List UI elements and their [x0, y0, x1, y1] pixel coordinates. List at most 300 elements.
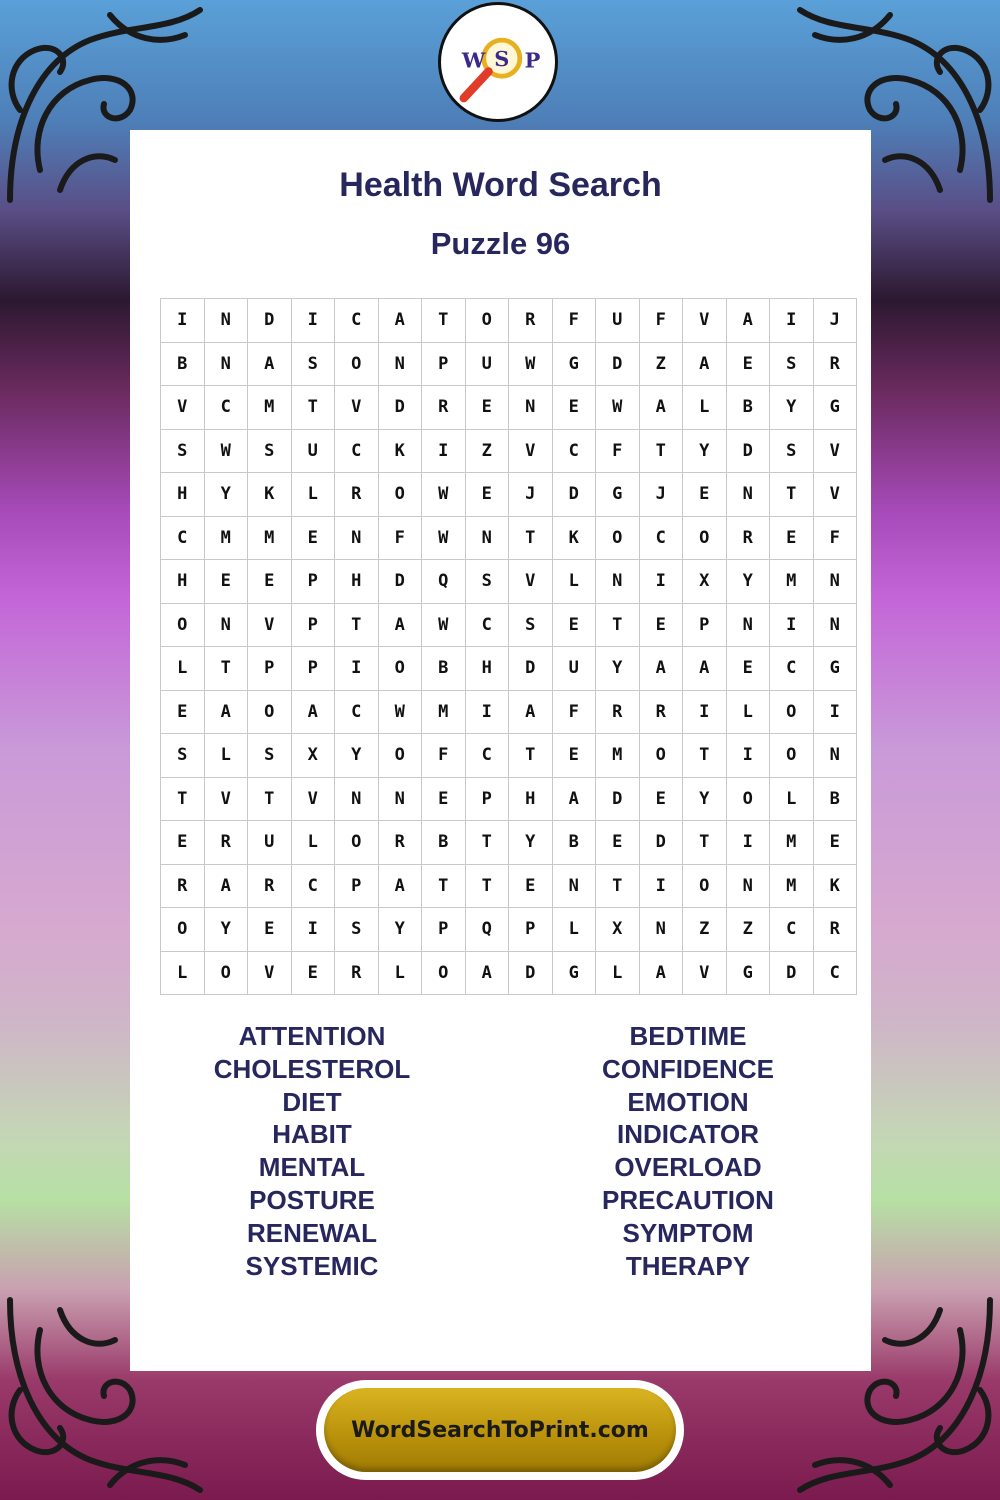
grid-cell[interactable]: E — [465, 473, 509, 517]
grid-cell[interactable]: F — [552, 690, 596, 734]
word-list-item: CHOLESTEROL — [213, 1053, 411, 1084]
grid-cell[interactable]: B — [161, 342, 205, 386]
grid-cell[interactable]: O — [335, 821, 379, 865]
grid-cell[interactable]: O — [204, 951, 248, 995]
grid-cell[interactable]: T — [509, 734, 553, 778]
grid-cell[interactable]: I — [161, 299, 205, 343]
grid-cell[interactable]: I — [726, 821, 770, 865]
word-list-item: SYSTEMIC — [245, 1250, 379, 1281]
word-list-right — [538, 1020, 838, 1282]
grid-cell[interactable]: T — [161, 777, 205, 821]
grid-cell[interactable]: I — [770, 299, 814, 343]
grid-cell[interactable]: O — [378, 473, 422, 517]
grid-cell[interactable]: M — [204, 516, 248, 560]
grid-cell[interactable]: C — [813, 951, 857, 995]
grid-cell[interactable]: A — [204, 690, 248, 734]
grid-cell[interactable]: V — [204, 777, 248, 821]
grid-cell[interactable]: U — [248, 821, 292, 865]
grid-cell[interactable]: V — [683, 299, 727, 343]
grid-cell[interactable]: K — [552, 516, 596, 560]
grid-cell[interactable]: R — [422, 386, 466, 430]
grid-cell[interactable]: N — [813, 734, 857, 778]
grid-cell[interactable]: A — [378, 603, 422, 647]
grid-cell[interactable]: J — [639, 473, 683, 517]
grid-cell[interactable]: A — [248, 342, 292, 386]
grid-cell[interactable]: D — [509, 951, 553, 995]
grid-cell[interactable]: F — [813, 516, 857, 560]
grid-cell[interactable]: A — [639, 386, 683, 430]
grid-row — [161, 777, 857, 821]
grid-cell[interactable]: H — [161, 560, 205, 604]
grid-cell[interactable]: S — [291, 342, 335, 386]
grid-cell[interactable]: E — [639, 777, 683, 821]
grid-cell[interactable]: M — [770, 560, 814, 604]
grid-cell[interactable]: C — [161, 516, 205, 560]
grid-cell[interactable]: Y — [770, 386, 814, 430]
grid-cell[interactable]: T — [291, 386, 335, 430]
grid-cell[interactable]: U — [552, 647, 596, 691]
grid-cell[interactable]: V — [161, 386, 205, 430]
grid-cell[interactable]: L — [726, 690, 770, 734]
grid-cell[interactable]: C — [335, 429, 379, 473]
grid-cell[interactable]: C — [639, 516, 683, 560]
grid-cell[interactable]: P — [335, 864, 379, 908]
grid-cell[interactable]: D — [596, 777, 640, 821]
word-list-item: THERAPY — [625, 1250, 751, 1281]
grid-cell[interactable]: W — [422, 473, 466, 517]
grid-cell[interactable]: N — [726, 473, 770, 517]
grid-cell[interactable]: C — [465, 734, 509, 778]
grid-cell[interactable]: T — [683, 734, 727, 778]
grid-cell[interactable]: A — [639, 951, 683, 995]
grid-cell[interactable]: E — [161, 821, 205, 865]
grid-cell[interactable]: E — [813, 821, 857, 865]
grid-cell[interactable]: N — [813, 603, 857, 647]
grid-cell[interactable]: E — [422, 777, 466, 821]
grid-cell[interactable]: G — [813, 647, 857, 691]
grid-cell[interactable]: P — [683, 603, 727, 647]
word-list-item: POSTURE — [249, 1184, 375, 1215]
grid-cell[interactable]: S — [465, 560, 509, 604]
grid-cell[interactable]: L — [291, 473, 335, 517]
grid-cell[interactable]: H — [335, 560, 379, 604]
page-title: Health Word Search — [339, 166, 662, 204]
grid-cell[interactable]: E — [596, 821, 640, 865]
grid-cell[interactable]: P — [291, 647, 335, 691]
footer-badge — [316, 1380, 684, 1480]
grid-cell[interactable]: K — [248, 473, 292, 517]
grid-cell[interactable]: V — [509, 560, 553, 604]
grid-cell[interactable]: R — [639, 690, 683, 734]
grid-cell[interactable]: A — [291, 690, 335, 734]
grid-cell[interactable]: T — [248, 777, 292, 821]
grid-cell[interactable]: G — [552, 951, 596, 995]
grid-cell[interactable]: L — [204, 734, 248, 778]
grid-cell[interactable]: I — [639, 560, 683, 604]
grid-cell[interactable]: P — [291, 560, 335, 604]
grid-cell[interactable]: V — [813, 429, 857, 473]
grid-cell[interactable]: O — [465, 299, 509, 343]
grid-cell[interactable]: Z — [465, 429, 509, 473]
grid-cell[interactable]: O — [726, 777, 770, 821]
grid-cell[interactable]: T — [639, 429, 683, 473]
grid-cell[interactable]: N — [335, 777, 379, 821]
grid-cell[interactable]: R — [335, 473, 379, 517]
grid-cell[interactable]: N — [378, 342, 422, 386]
grid-cell[interactable]: R — [378, 821, 422, 865]
grid-cell[interactable]: E — [248, 908, 292, 952]
grid-cell[interactable]: A — [683, 647, 727, 691]
grid-cell[interactable]: D — [248, 299, 292, 343]
grid-cell[interactable]: Y — [509, 821, 553, 865]
grid-cell[interactable]: D — [378, 560, 422, 604]
grid-cell[interactable]: T — [683, 821, 727, 865]
grid-cell[interactable]: A — [726, 299, 770, 343]
word-list-item: HABIT — [272, 1119, 352, 1150]
grid-cell[interactable]: N — [552, 864, 596, 908]
word-list-item: CONFIDENCE — [602, 1053, 774, 1084]
grid-row — [161, 908, 857, 952]
grid-cell[interactable]: N — [596, 560, 640, 604]
grid-cell[interactable]: A — [552, 777, 596, 821]
word-list-item: OVERLOAD — [614, 1152, 762, 1183]
grid-row — [161, 342, 857, 386]
grid-cell[interactable]: O — [683, 864, 727, 908]
grid-cell[interactable]: O — [378, 734, 422, 778]
grid-cell[interactable]: N — [204, 603, 248, 647]
grid-cell[interactable]: M — [248, 516, 292, 560]
grid-cell[interactable]: O — [683, 516, 727, 560]
grid-cell[interactable]: E — [726, 342, 770, 386]
grid-cell[interactable]: W — [378, 690, 422, 734]
grid-cell[interactable]: O — [335, 342, 379, 386]
word-list-item: EMOTION — [627, 1086, 749, 1117]
grid-cell[interactable]: A — [639, 647, 683, 691]
grid-cell[interactable]: P — [422, 342, 466, 386]
word-list-item: PRECAUTION — [602, 1184, 774, 1215]
logo-letter-w: W — [461, 47, 486, 73]
grid-cell[interactable]: A — [465, 951, 509, 995]
grid-cell[interactable]: G — [813, 386, 857, 430]
grid-cell[interactable]: E — [291, 516, 335, 560]
grid-cell[interactable]: D — [726, 429, 770, 473]
grid-cell[interactable]: F — [552, 299, 596, 343]
grid-cell[interactable]: K — [813, 864, 857, 908]
grid-cell[interactable]: A — [378, 864, 422, 908]
grid-cell[interactable]: B — [726, 386, 770, 430]
grid-cell[interactable]: T — [422, 299, 466, 343]
grid-cell[interactable]: W — [596, 386, 640, 430]
grid-cell[interactable]: S — [161, 429, 205, 473]
grid-cell[interactable]: Z — [639, 342, 683, 386]
grid-cell[interactable]: S — [770, 342, 814, 386]
grid-cell[interactable]: W — [204, 429, 248, 473]
grid-cell[interactable]: B — [422, 821, 466, 865]
grid-cell[interactable]: O — [422, 951, 466, 995]
grid-cell[interactable]: C — [552, 429, 596, 473]
grid-cell[interactable]: Q — [422, 560, 466, 604]
grid-cell[interactable]: C — [770, 908, 814, 952]
grid-cell[interactable]: T — [596, 603, 640, 647]
word-list-item: ATTENTION — [238, 1021, 386, 1051]
grid-cell[interactable]: P — [422, 908, 466, 952]
grid-cell[interactable]: E — [465, 386, 509, 430]
grid-cell[interactable]: Q — [465, 908, 509, 952]
magnifier-logo-icon — [441, 5, 555, 119]
grid-cell[interactable]: P — [465, 777, 509, 821]
grid-row — [161, 951, 857, 995]
grid-cell[interactable]: F — [378, 516, 422, 560]
grid-row — [161, 603, 857, 647]
grid-cell[interactable]: I — [726, 734, 770, 778]
grid-cell[interactable]: W — [509, 342, 553, 386]
grid-cell[interactable]: L — [596, 951, 640, 995]
grid-cell[interactable]: L — [161, 647, 205, 691]
grid-row — [161, 821, 857, 865]
grid-cell[interactable]: E — [248, 560, 292, 604]
grid-cell[interactable]: F — [422, 734, 466, 778]
grid-cell[interactable]: R — [813, 908, 857, 952]
grid-cell[interactable]: H — [465, 647, 509, 691]
grid-cell[interactable]: I — [639, 864, 683, 908]
grid-cell[interactable]: D — [770, 951, 814, 995]
grid-cell[interactable]: B — [422, 647, 466, 691]
puzzle-panel — [130, 130, 871, 1371]
letter-grid — [160, 298, 857, 995]
grid-cell[interactable]: V — [683, 951, 727, 995]
grid-cell[interactable]: E — [161, 690, 205, 734]
grid-cell[interactable]: V — [813, 473, 857, 517]
grid-cell[interactable]: L — [770, 777, 814, 821]
grid-cell[interactable]: A — [683, 342, 727, 386]
grid-cell[interactable]: L — [378, 951, 422, 995]
grid-cell[interactable]: E — [204, 560, 248, 604]
grid-cell[interactable]: V — [248, 603, 292, 647]
grid-cell[interactable]: T — [422, 864, 466, 908]
grid-cell[interactable]: D — [596, 342, 640, 386]
grid-cell[interactable]: U — [596, 299, 640, 343]
grid-row — [161, 647, 857, 691]
grid-cell[interactable]: W — [422, 603, 466, 647]
grid-cell[interactable]: R — [596, 690, 640, 734]
grid-cell[interactable]: H — [509, 777, 553, 821]
word-list-item: BEDTIME — [629, 1021, 747, 1051]
grid-cell[interactable]: N — [509, 386, 553, 430]
grid-cell[interactable]: S — [770, 429, 814, 473]
grid-cell[interactable]: C — [770, 647, 814, 691]
grid-cell[interactable]: S — [161, 734, 205, 778]
grid-cell[interactable]: N — [335, 516, 379, 560]
grid-cell[interactable]: J — [813, 299, 857, 343]
grid-cell[interactable]: A — [204, 864, 248, 908]
grid-cell[interactable]: R — [726, 516, 770, 560]
grid-cell[interactable]: I — [422, 429, 466, 473]
grid-cell[interactable]: E — [726, 647, 770, 691]
grid-cell[interactable]: O — [596, 516, 640, 560]
grid-cell[interactable]: O — [770, 690, 814, 734]
grid-cell[interactable]: C — [291, 864, 335, 908]
grid-cell[interactable]: N — [204, 299, 248, 343]
grid-row — [161, 864, 857, 908]
grid-cell[interactable]: A — [378, 299, 422, 343]
grid-cell[interactable]: W — [422, 516, 466, 560]
grid-cell[interactable]: C — [465, 603, 509, 647]
grid-row — [161, 734, 857, 778]
grid-cell[interactable]: Z — [683, 908, 727, 952]
grid-cell[interactable]: V — [509, 429, 553, 473]
grid-cell[interactable]: Y — [335, 734, 379, 778]
word-list-item: MENTAL — [258, 1152, 366, 1183]
grid-cell[interactable]: D — [378, 386, 422, 430]
grid-cell[interactable]: G — [726, 951, 770, 995]
grid-cell[interactable]: O — [161, 908, 205, 952]
grid-cell[interactable]: Y — [596, 647, 640, 691]
grid-cell[interactable]: B — [813, 777, 857, 821]
grid-cell[interactable]: J — [509, 473, 553, 517]
site-logo[interactable] — [438, 2, 558, 122]
grid-cell[interactable]: S — [248, 429, 292, 473]
grid-cell[interactable]: C — [335, 299, 379, 343]
grid-cell[interactable]: F — [639, 299, 683, 343]
grid-cell[interactable]: K — [378, 429, 422, 473]
grid-cell[interactable]: T — [465, 864, 509, 908]
grid-cell[interactable]: L — [291, 821, 335, 865]
grid-cell[interactable]: E — [552, 603, 596, 647]
grid-cell[interactable]: E — [639, 603, 683, 647]
word-list-item: SYMPTOM — [622, 1217, 754, 1248]
grid-cell[interactable]: I — [335, 647, 379, 691]
grid-cell[interactable]: D — [552, 473, 596, 517]
grid-cell[interactable]: X — [596, 908, 640, 952]
grid-cell[interactable]: R — [248, 864, 292, 908]
grid-cell[interactable]: A — [509, 690, 553, 734]
grid-cell[interactable]: Z — [726, 908, 770, 952]
grid-cell[interactable]: R — [335, 951, 379, 995]
grid-cell[interactable]: E — [552, 386, 596, 430]
website-link-button[interactable] — [324, 1388, 676, 1472]
grid-cell[interactable]: L — [683, 386, 727, 430]
grid-cell[interactable]: X — [291, 734, 335, 778]
grid-cell[interactable]: L — [552, 560, 596, 604]
grid-cell[interactable]: L — [161, 951, 205, 995]
grid-cell[interactable]: B — [552, 821, 596, 865]
grid-cell[interactable]: I — [683, 690, 727, 734]
grid-cell[interactable]: O — [248, 690, 292, 734]
grid-cell[interactable]: Y — [683, 429, 727, 473]
grid-row — [161, 516, 857, 560]
grid-cell[interactable]: Y — [204, 908, 248, 952]
grid-cell[interactable]: O — [378, 647, 422, 691]
grid-cell[interactable]: G — [596, 473, 640, 517]
grid-cell[interactable]: E — [683, 473, 727, 517]
grid-cell[interactable]: E — [291, 951, 335, 995]
grid-cell[interactable]: I — [465, 690, 509, 734]
grid-cell[interactable]: S — [248, 734, 292, 778]
grid-cell[interactable]: P — [291, 603, 335, 647]
grid-cell[interactable]: T — [770, 473, 814, 517]
grid-cell[interactable]: N — [204, 342, 248, 386]
grid-cell[interactable]: I — [291, 908, 335, 952]
grid-row — [161, 299, 857, 343]
grid-cell[interactable]: N — [813, 560, 857, 604]
grid-row — [161, 473, 857, 517]
grid-cell[interactable]: I — [813, 690, 857, 734]
grid-cell[interactable]: T — [335, 603, 379, 647]
grid-cell[interactable]: G — [552, 342, 596, 386]
grid-cell[interactable]: T — [465, 821, 509, 865]
grid-cell[interactable]: M — [596, 734, 640, 778]
grid-cell[interactable]: V — [335, 386, 379, 430]
logo-letter-p: P — [524, 47, 541, 73]
grid-cell[interactable]: F — [596, 429, 640, 473]
grid-row — [161, 429, 857, 473]
grid-cell[interactable]: Y — [378, 908, 422, 952]
website-link-text: WordSearchToPrint.com — [351, 1417, 649, 1443]
logo-letter-s: S — [494, 45, 510, 71]
grid-cell[interactable]: T — [596, 864, 640, 908]
grid-row — [161, 560, 857, 604]
grid-cell[interactable]: P — [509, 908, 553, 952]
grid-cell[interactable]: M — [248, 386, 292, 430]
word-list-item: RENEWAL — [247, 1217, 377, 1248]
grid-cell[interactable]: N — [726, 603, 770, 647]
grid-cell[interactable]: L — [552, 908, 596, 952]
grid-cell[interactable]: R — [161, 864, 205, 908]
grid-cell[interactable]: O — [161, 603, 205, 647]
grid-cell[interactable]: E — [552, 734, 596, 778]
grid-cell[interactable]: V — [248, 951, 292, 995]
grid-cell[interactable]: D — [509, 647, 553, 691]
grid-cell[interactable]: O — [639, 734, 683, 778]
grid-cell[interactable]: S — [509, 603, 553, 647]
grid-cell[interactable]: R — [204, 821, 248, 865]
grid-cell[interactable]: T — [204, 647, 248, 691]
grid-cell[interactable]: Y — [204, 473, 248, 517]
grid-cell[interactable]: E — [509, 864, 553, 908]
grid-cell[interactable]: R — [509, 299, 553, 343]
grid-cell[interactable]: S — [335, 908, 379, 952]
puzzle-subtitle: Puzzle 96 — [430, 226, 571, 261]
grid-cell[interactable]: U — [465, 342, 509, 386]
grid-cell[interactable]: U — [291, 429, 335, 473]
grid-cell[interactable]: O — [770, 734, 814, 778]
grid-cell[interactable]: N — [378, 777, 422, 821]
grid-cell[interactable]: H — [161, 473, 205, 517]
word-list-left — [162, 1020, 462, 1282]
word-list-item: DIET — [282, 1086, 342, 1117]
grid-cell[interactable]: M — [770, 864, 814, 908]
grid-cell[interactable]: I — [770, 603, 814, 647]
grid-cell[interactable]: X — [683, 560, 727, 604]
grid-cell[interactable]: V — [291, 777, 335, 821]
grid-cell[interactable]: N — [465, 516, 509, 560]
grid-cell[interactable]: N — [639, 908, 683, 952]
grid-cell[interactable]: P — [248, 647, 292, 691]
grid-cell[interactable]: E — [770, 516, 814, 560]
grid-cell[interactable]: M — [770, 821, 814, 865]
grid-cell[interactable]: Y — [683, 777, 727, 821]
grid-cell[interactable]: C — [335, 690, 379, 734]
grid-cell[interactable]: Y — [726, 560, 770, 604]
grid-cell[interactable]: R — [813, 342, 857, 386]
grid-cell[interactable]: M — [422, 690, 466, 734]
grid-cell[interactable]: C — [204, 386, 248, 430]
grid-cell[interactable]: N — [726, 864, 770, 908]
grid-cell[interactable]: I — [291, 299, 335, 343]
grid-cell[interactable]: D — [639, 821, 683, 865]
grid-row — [161, 690, 857, 734]
grid-cell[interactable]: T — [509, 516, 553, 560]
